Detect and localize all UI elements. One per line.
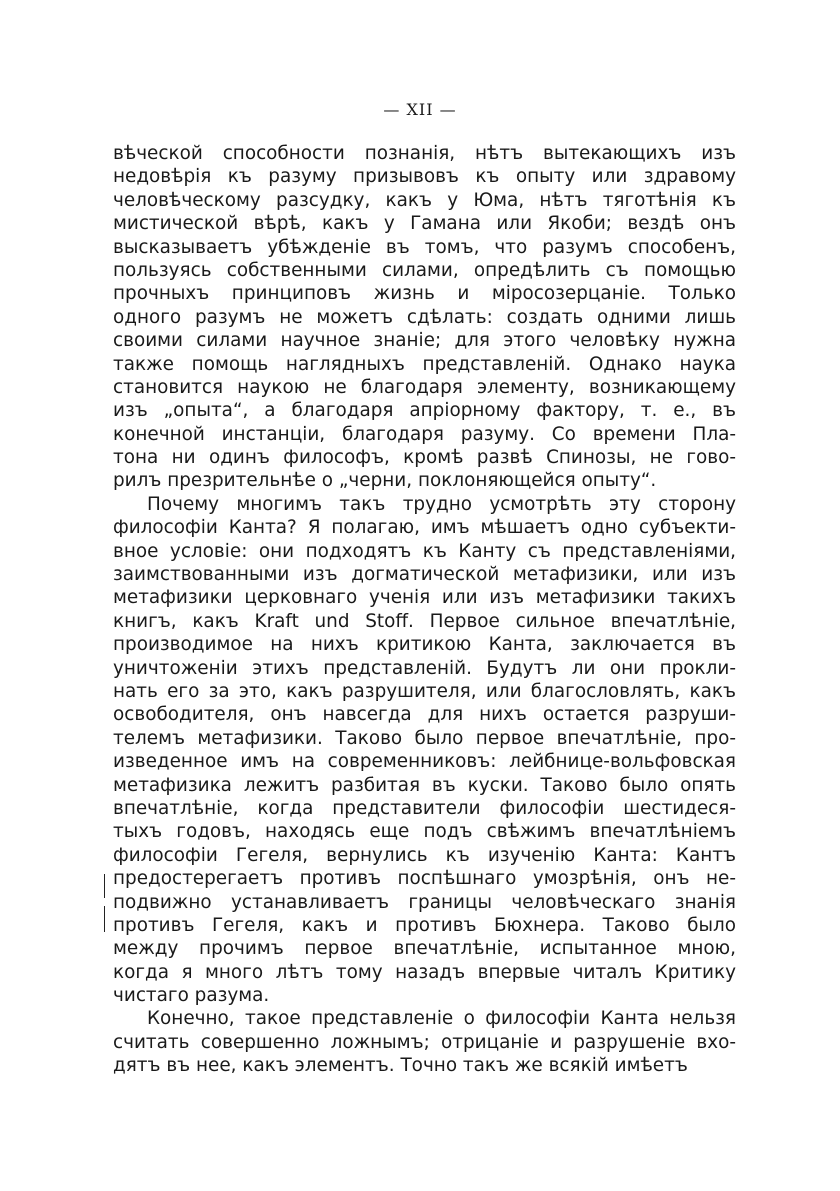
text-line: впечатлѣніе, когда представители философіи шестидеся- [113, 797, 736, 819]
text-line: телемъ метафизики. Таково было первое впечатлѣніе, про- [113, 727, 736, 749]
text-line: вное условіе: они подходятъ къ Канту съ представленіями, [113, 540, 736, 562]
text-line: становится наукою не благодаря элементу, возникающему [113, 376, 736, 398]
text-line: заимствованными изъ догматической метафизики, или изъ [113, 564, 736, 586]
text-line: тона ни одинъ философъ, кромѣ развѣ Спинозы, не гово- [113, 447, 736, 469]
text-line: уничтоженіи этихъ представленій. Будутъ ли они прокли- [113, 657, 736, 679]
text-line: подвижно устанавливаетъ границы человѣческаго знанія [113, 891, 736, 913]
text-line: чистаго разума. [113, 985, 270, 1007]
page-body [113, 142, 736, 1078]
text-line: также помощь наглядныхъ представленій. Однако наука [113, 353, 736, 375]
margin-line-mark [104, 874, 105, 898]
text-line: освободителя, онъ навсегда для нихъ остается разруши- [113, 704, 736, 726]
text-line: изъ „опыта“, а благодаря апріорному фактору, т. е., въ [113, 400, 736, 422]
text-line: рилъ презрительнѣе о „черни, поклоняющейся опыту“. [113, 470, 657, 492]
paragraph-1 [113, 142, 736, 493]
text-line: Почему многимъ такъ трудно усмотрѣть эту сторону [147, 493, 736, 515]
paragraph-3 [113, 1007, 736, 1077]
text-line: вѣческой способности познанія, нѣтъ вытекающихъ изъ [113, 143, 736, 164]
margin-line-mark [104, 906, 105, 932]
text-line: между прочимъ первое впечатлѣніе, испытанное мною, [113, 938, 736, 960]
text-line: метафизики церковнаго ученія или изъ метафизики такихъ [113, 587, 736, 609]
text-line: философіи Гегеля, вернулись къ изученію Канта: Кантъ [113, 844, 736, 866]
text-line: тыхъ годовъ, находясь еще подъ свѣжимъ впечатлѣніемъ [113, 821, 736, 843]
text-line: мистической вѣрѣ, какъ у Гамана или Якоби; вездѣ онъ [113, 213, 736, 235]
text-line: дятъ въ нее, какъ элементъ. Точно такъ же всякій имѣетъ [113, 1055, 688, 1077]
text-line: производимое на нихъ критикою Канта, заключается въ [113, 634, 736, 656]
text-line: предостерегаетъ противъ поспѣшнаго умозрѣнія, онъ не- [113, 868, 736, 890]
paragraph-2 [113, 493, 736, 1008]
text-line: одного разумъ не можетъ сдѣлать: создать одними лишь [113, 306, 736, 328]
text-line: философіи Канта? Я полагаю, имъ мѣшаетъ одно субъекти- [113, 517, 736, 539]
text-line: когда я много лѣтъ тому назадъ впервые читалъ Критику [113, 961, 736, 983]
text-line: пользуясь собственными силами, опредѣлить съ помощью [113, 259, 736, 281]
text-line: книгъ, какъ Kraft und Stoff. Первое сильное впечатлѣніе, [113, 610, 736, 632]
page-number: — XII — [383, 100, 457, 119]
text-line: своими силами научное знаніе; для этого человѣку нужна [113, 330, 736, 352]
text-line: прочныхъ принциповъ жизнь и міросозерцаніе. Только [113, 283, 736, 305]
text-line: метафизика лежитъ разбитая въ куски. Таково было опять [113, 774, 736, 796]
text-line: конечной инстанціи, благодаря разуму. Со времени Пла- [113, 423, 736, 445]
text-line: нать его за это, какъ разрушителя, или благословлять, какъ [113, 680, 736, 702]
text-line: изведенное имъ на современниковъ: лейбнице-вольфовская [113, 751, 736, 773]
text-line: противъ Гегеля, какъ и противъ Бюхнера. Таково было [113, 914, 736, 936]
text-line: Конечно, такое представленіе о философіи Канта нельзя [147, 1008, 736, 1030]
text-line: высказываетъ убѣжденіе въ томъ, что разумъ способенъ, [113, 236, 736, 258]
text-line: человѣческому разсудку, какъ у Юма, нѣтъ тяготѣнія къ [113, 189, 736, 211]
text-line: считать совершенно ложнымъ; отрицаніе и разрушеніе вхо- [113, 1031, 736, 1053]
text-line: недовѣрія къ разуму призывовъ къ опыту или здравому [113, 166, 736, 188]
